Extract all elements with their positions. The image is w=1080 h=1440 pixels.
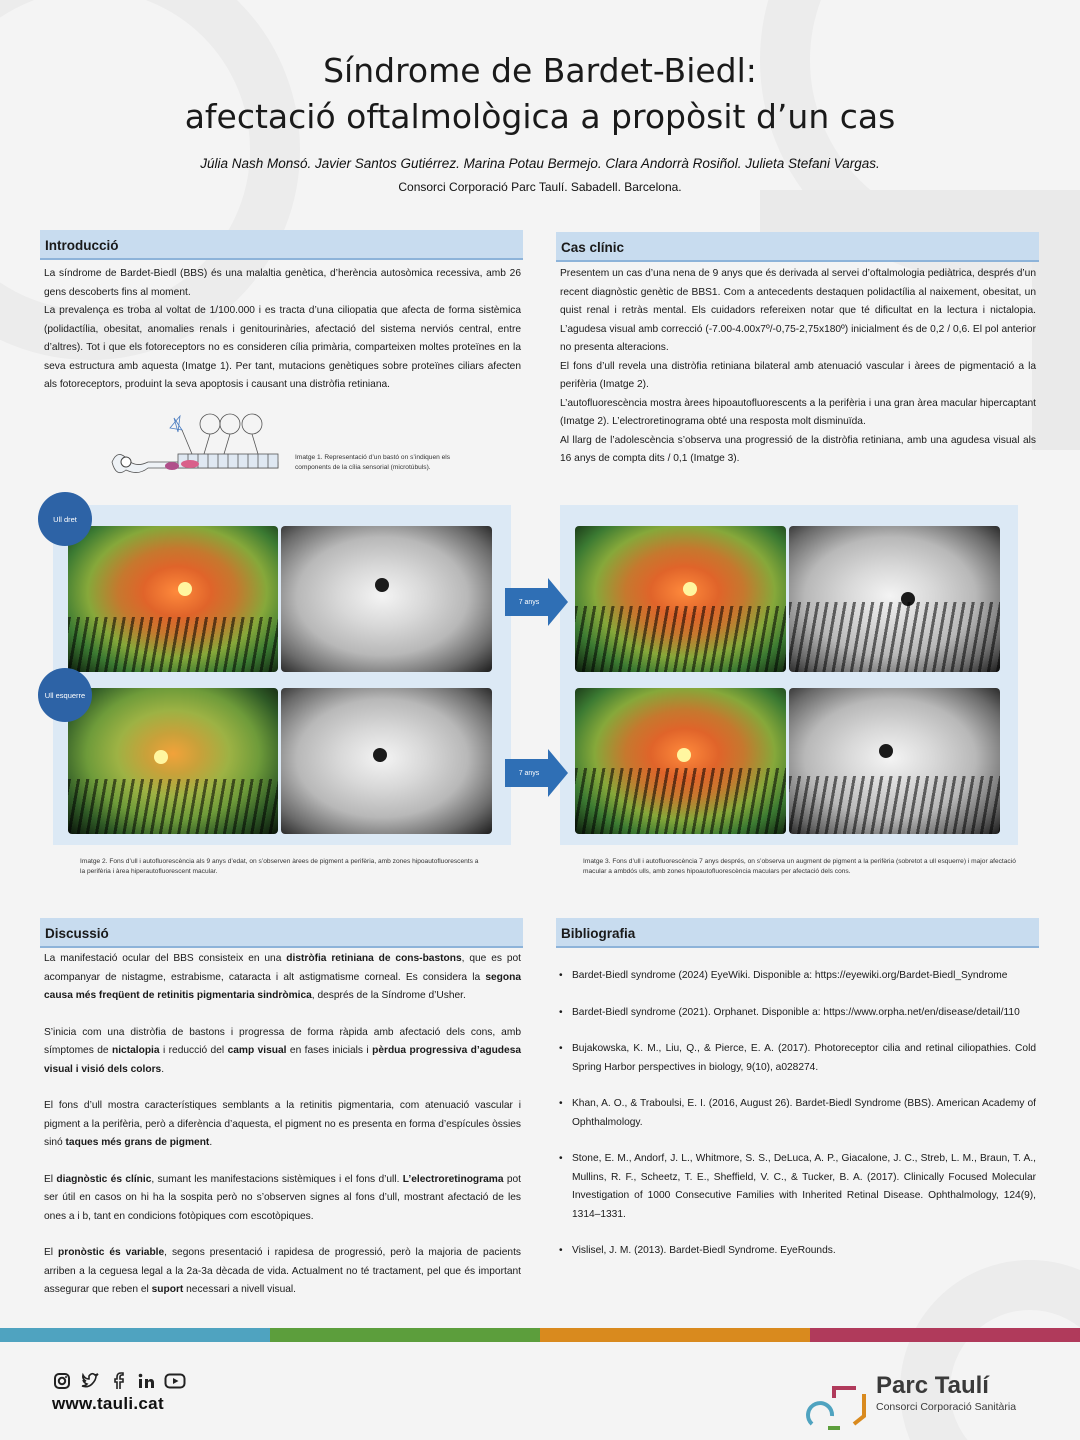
bibliography-item: • Bujakowska, K. M., Liu, Q., & Pierce, E. A. (2017). Photoreceptor cilia and retinal ciliopathies. Cold Spring Harbor perspectives in biology, 9(10), a028274. xyxy=(557,1040,1036,1077)
twitter-icon[interactable] xyxy=(80,1372,100,1390)
facebook-icon[interactable] xyxy=(108,1372,128,1390)
poster-title xyxy=(0,48,1080,140)
footer-stripe-blue xyxy=(0,1328,270,1342)
discussion-paragraph-2: S’inicia com una distròfia de bastons i progressa de forma ràpida amb afectació dels cons, amb símptomes de nictalopia i reducció del camp visual en fases inicials i pèrdua progressiva d’agudesa visual i visió dels colors. xyxy=(44,1026,522,1075)
autofluorescence-right-eye-16y xyxy=(789,526,1000,672)
optic-disc-marker xyxy=(373,748,387,762)
autofluorescence-left-eye-16y xyxy=(789,688,1000,834)
affiliation: Consorci Corporació Parc Taulí. Sabadell. Barcelona. xyxy=(398,180,682,194)
intro-text xyxy=(44,265,521,395)
logo-wordmark: Parc Taulí xyxy=(876,1372,989,1399)
fundus-photo-right-eye-16y xyxy=(575,526,786,672)
discussion-paragraph-4: El diagnòstic és clínic, sumant les manifestacions sistèmiques i el fons d’ull. L’electroretinograma pot ser útil en casos on hi ha la sospita però no s’observen signes al fons d’ull, mostrant afectació de les ones a i b, tant en condicions fotòpiques com escotòpiques. xyxy=(44,1173,522,1222)
linkedin-icon[interactable] xyxy=(136,1372,156,1390)
eyelash-shadow xyxy=(575,768,786,834)
bibliography-item: • Bardet-Biedl syndrome (2021). Orphanet. Disponible a: https://www.orpha.net/en/disease/detail/110 xyxy=(557,1004,1036,1023)
fundus-photo-left-eye-16y xyxy=(575,688,786,834)
bibliography-item: • Bardet-Biedl syndrome (2024) EyeWiki. Disponible a: https://eyewiki.org/Bardet-Biedl_Syndrome xyxy=(557,967,1036,986)
title-line-1: Síndrome de Bardet-Biedl: xyxy=(323,51,757,90)
discussion-heading: Discussió xyxy=(40,918,523,948)
instagram-icon[interactable] xyxy=(52,1372,72,1390)
fundus-photo-right-eye-9y xyxy=(68,526,278,672)
youtube-icon[interactable] xyxy=(164,1372,184,1390)
optic-disc-marker xyxy=(154,750,168,764)
social-icons xyxy=(52,1372,184,1390)
figure-2-caption: Imatge 2. Fons d’ull i autofluorescència als 9 anys d’edat, on s’observen àrees de pigment a perifèria, amb zones hipoautofluorescents a la perifèria i àrea hiperautofluorescent macular. xyxy=(80,858,479,875)
case-paragraph-4: Al llarg de l’adolescència s’observa una progressió de la distròfia retiniana, amb una agudesa visual als 16 anys de compta dits / 0,1 (Imatge 3). xyxy=(560,434,1036,464)
arrow-head-bottom xyxy=(548,749,568,797)
case-heading: Cas clínic xyxy=(556,232,1039,262)
discussion-text xyxy=(44,950,521,1300)
case-paragraph-1: Presentem un cas d’una nena de 9 anys que és derivada al servei d’oftalmologia pediàtrica, després d’un recent diagnòstic genètic de BBS1. Com a antecedents destaquen polidactília al naixement, obesitat, un quist renal i retràs mental. Els cuidadors refereixen notar que té dificultat en la lectura i nictalopia. L’agudesa visual amb correcció (-7.00-4.00x7º/-0,75-2,75x180º) inicialment és de 0,2 / 0,6. El pol anterior no presenta alteracions. xyxy=(560,268,1036,353)
bibliography-item: • Vislisel, J. M. (2013). Bardet-Biedl Syndrome. EyeRounds. xyxy=(557,1242,1036,1261)
eyelash-shadow xyxy=(575,606,786,672)
bibliography-item: • Stone, E. M., Andorf, J. L., Whitmore, S. S., DeLuca, A. P., Giacalone, J. C., Streb, L. M., Braun, T. A., Mullins, R. F., Scheetz, T. E., Sheffield, V. C., & Tucker, B. A. (2017). Clinically Focused Molecular Investigation of 1000 Consecutive Families with Inherited Retinal Disease. Ophthalmology, 124(9), 1314–1331. xyxy=(557,1150,1036,1224)
pigment-shadow xyxy=(789,776,1000,834)
autofluorescence-left-eye-9y xyxy=(281,688,492,834)
figure-3-caption: Imatge 3. Fons d’ull i autofluorescència 7 anys després, on s’observa un augment de pigment a la perifèria (sobretot a ull esquerre) i major afectació macular a ambdós ulls, amb zones hipoautofluorescència maculars per afectació dels cons. xyxy=(583,858,1016,875)
footer-stripe-magenta xyxy=(810,1328,1080,1342)
footer-stripe-green xyxy=(270,1328,540,1342)
arrow-7-years-top: 7 anys xyxy=(505,588,553,616)
optic-disc-marker xyxy=(683,582,697,596)
bibliography-heading: Bibliografia xyxy=(556,918,1039,948)
logo-subtitle: Consorci Corporació Sanitària xyxy=(876,1401,1017,1413)
parc-tauli-logo-icon xyxy=(806,1384,868,1434)
right-eye-label: Ull dret xyxy=(38,492,92,546)
optic-disc-marker xyxy=(178,582,192,596)
case-paragraph-2: El fons d’ull revela una distròfia retiniana bilateral amb atenuació vascular i àrees de pigmentació a la perifèria (Imatge 2). xyxy=(560,360,1036,390)
background-arc-bottom xyxy=(900,1260,1080,1440)
bibliography-list xyxy=(557,967,1036,1279)
figure-1-caption: Imatge 1. Representació d’un bastó on s’indiquen els components de la cília sensorial (microtúbuls). xyxy=(295,454,451,471)
optic-disc-marker xyxy=(375,578,389,592)
optic-disc-marker xyxy=(677,748,691,762)
intro-heading: Introducció xyxy=(40,230,523,260)
title-line-2: afectació oftalmològica a propòsit d’un cas xyxy=(184,97,896,136)
website-link[interactable]: www.tauli.cat xyxy=(52,1394,164,1413)
autofluorescence-right-eye-9y xyxy=(281,526,492,672)
discussion-paragraph-1: La manifestació ocular del BBS consisteix en una distròfia retiniana de cons-bastons, que es pot acompanyar de nistagme, estrabisme, cataracta i alt astigmatisme corneal. Es considera la segona causa més freqüent de retinitis pigmentaria sindròmica, després de la Síndrome d’Usher. xyxy=(44,953,521,1001)
case-paragraph-3: L’autofluorescència mostra àrees hipoautofluorescents a la perifèria i una gran àrea macular hipercaptant (Imatge 2). L’electroretinograma obté una resposta molt disminuïda. xyxy=(560,397,1036,427)
eyelash-shadow xyxy=(68,617,278,672)
arrow-7-years-bottom: 7 anys xyxy=(505,759,553,787)
rod-cell-diagram xyxy=(108,410,286,482)
pigment-shadow xyxy=(789,602,1000,672)
footer-stripe-orange xyxy=(540,1328,810,1342)
discussion-paragraph-5: El pronòstic és variable, segons presentació i rapidesa de progressió, però la majoria de pacients arriben a la ceguesa legal a la 2a-3a dècada de vida. Actualment no té tractament, pel que és important assegurar que reben el suport necessari a nivell visual. xyxy=(44,1247,521,1295)
discussion-paragraph-3: El fons d’ull mostra característiques semblants a la retinitis pigmentaria, com atenuació vascular i pigment a la perifèria, però a diferència d’aquesta, el pigment no es presenta en forma d’espícules òssies sinó taques més grans de pigment. xyxy=(44,1100,521,1148)
optic-disc-marker xyxy=(879,744,893,758)
intro-paragraph-1: La síndrome de Bardet-Biedl (BBS) és una malaltia genètica, d’herència autosòmica recessiva, amb 26 gens descoberts fins al moment. xyxy=(44,268,521,298)
eyelash-shadow xyxy=(68,779,278,834)
intro-paragraph-2: La prevalença es troba al voltat de 1/100.000 i es tracta d’una ciliopatia que afecta de forma sistèmica (polidactília, obesitat, anomalies renals i genitourinàries, afectació del sistema nerviós central, entre d’altres). Tot i que els fotoreceptors no es consideren cília primària, comparteixen moltes proteïnes en la seva estructura amb aquesta (Imatge 1). Per tant, mutacions genètiques sobre proteïnes ciliars afecten als fotoreceptors, produint la seva apoptosis i causant una distròfia retiniana. xyxy=(44,305,521,390)
case-text xyxy=(560,265,1036,469)
fundus-photo-left-eye-9y xyxy=(68,688,278,834)
left-eye-label: Ull esquerre xyxy=(38,668,92,722)
bibliography-item: • Khan, A. O., & Traboulsi, E. I. (2016, August 26). Bardet-Biedl Syndrome (BBS). American Academy of Ophthalmology. xyxy=(557,1095,1036,1132)
arrow-head-top xyxy=(548,578,568,626)
authors: Júlia Nash Monsó. Javier Santos Gutiérrez. Marina Potau Bermejo. Clara Andorrà Rosiñol. Julieta Stefani Vargas. xyxy=(200,156,880,171)
